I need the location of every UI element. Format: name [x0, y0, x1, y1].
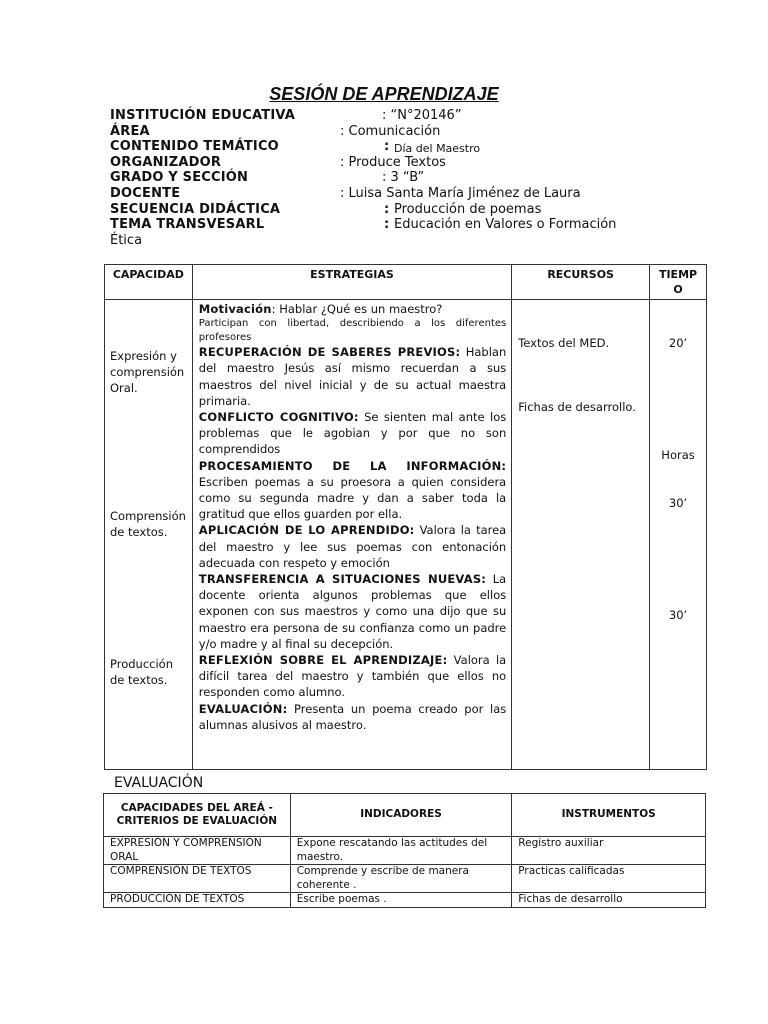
- motivacion-label: Motivación: [198, 302, 272, 316]
- eval-instrumento: Registro auxiliar: [512, 837, 706, 865]
- eval-capacidad: EXPRESIÓN Y COMPRENSIÓN ORAL: [104, 837, 291, 865]
- motivacion-detail: Participan con libertad, describiendo a los diferentes profesores: [198, 318, 507, 343]
- info-row-tema-cont: [110, 233, 710, 249]
- procesamiento-label: PROCESAMIENTO DE LA INFORMACIÓN:: [198, 458, 507, 473]
- aplicacion-text: Valora la tarea del maestro y lee sus poemas con entonación adecuada con respeto y emoción: [198, 523, 507, 570]
- info-row-area: [110, 124, 710, 140]
- aplicacion-label: APLICACIÓN DE LO APRENDIDO:: [198, 523, 415, 538]
- eval-row: [104, 837, 706, 865]
- recurso-textos: Textos del MED.: [518, 336, 610, 350]
- info-row-organizador: [110, 155, 710, 171]
- secuencia-value: Producción de poemas: [394, 201, 542, 217]
- eval-header-indicadores: INDICADORES: [290, 794, 512, 837]
- evaluacion-table: [103, 793, 706, 908]
- header-capacidad: CAPACIDAD: [105, 265, 193, 300]
- info-row-tema: [110, 217, 710, 233]
- session-table-row: [105, 300, 707, 770]
- eval-instrumento: Practicas calificadas: [512, 865, 706, 893]
- grado-value: : 3 “B”: [382, 170, 425, 186]
- organizador-value: : Produce Textos: [340, 154, 446, 170]
- header-estrategias: ESTRATEGIAS: [192, 265, 511, 300]
- institucion-label: INSTITUCIÓN EDUCATIVA: [110, 108, 296, 123]
- tema-value: Educación en Valores o Formación: [394, 217, 617, 233]
- eval-row: [104, 893, 706, 908]
- estrategias-cell: [192, 300, 511, 770]
- reflexion-text: Valora la difícil tarea del maestro y también que ellos no responden como alumno.: [198, 653, 507, 700]
- evaluacion-label: EVALUACIÓN:: [198, 701, 288, 716]
- info-row-docente: [110, 186, 710, 202]
- session-table: [104, 264, 707, 770]
- reflexion-label: REFLEXIÓN SOBRE EL APRENDIZAJE:: [198, 653, 448, 668]
- tiempo-30-b: 30’: [668, 608, 688, 622]
- area-value: : Comunicación: [340, 123, 441, 139]
- recurso-fichas: Fichas de desarrollo.: [518, 400, 636, 414]
- recuperacion-text: Hablan del maestro Jesús así mismo recuerdan a sus maestros del nivel inicial y de su actual maestra primaria.: [198, 345, 507, 408]
- transferencia-text: La docente orienta algunos problemas que ellos exponen con sus maestros y como una dijo que su maestro era persona de su confianza como un padre y/o madre y al final su decepción.: [198, 572, 507, 651]
- eval-indicador: Expone rescatando las actitudes del maestro.: [290, 837, 512, 865]
- info-row-contenido: [110, 139, 710, 155]
- session-info: [110, 108, 710, 248]
- secuencia-colon: :: [384, 201, 390, 217]
- evaluacion-header-row: [104, 794, 706, 837]
- eval-header-instrumentos: INSTRUMENTOS: [512, 794, 706, 837]
- evaluacion-text: Presenta un poema creado por las alumnas alusivos al maestro.: [198, 701, 507, 732]
- capacidades-cell: [105, 300, 193, 770]
- grado-label: GRADO Y SECCIÓN: [110, 170, 249, 186]
- eval-instrumento: Fichas de desarrollo: [512, 893, 706, 908]
- session-table-header: [105, 265, 707, 300]
- eval-indicador: Comprende y escribe de manera coherente .: [290, 865, 512, 893]
- contenido-colon: :: [384, 139, 390, 155]
- capacidad-expresion: Expresión y comprensión Oral.: [110, 349, 185, 395]
- tiempo-30-a: 30’: [668, 496, 688, 510]
- motivacion-text: : Hablar ¿Qué es un maestro?: [271, 302, 443, 316]
- recursos-cell: [512, 300, 650, 770]
- header-tiempo: TIEMPO: [650, 265, 707, 300]
- page-title: SESIÓN DE APRENDIZAJE: [269, 84, 499, 104]
- info-row-institucion: [110, 108, 710, 124]
- contenido-label: CONTENIDO TEMÁTICO: [110, 139, 279, 155]
- eval-capacidad: PRODUCCIÓN DE TEXTOS: [104, 893, 291, 908]
- tiempo-20: 20’: [668, 336, 688, 350]
- institucion-value: : “N°20146”: [382, 108, 462, 123]
- organizador-label: ORGANIZADOR: [110, 154, 222, 170]
- procesamiento-text: Escriben poemas a su proesora a quien considera como su segunda madre y dan a saber toda la gratitud que ellos guarden por ella.: [198, 474, 507, 522]
- capacidad-produccion: Producción de textos.: [110, 657, 173, 687]
- tema-colon: :: [384, 217, 390, 233]
- tiempo-horas: Horas: [661, 448, 695, 462]
- tiempo-cell: [650, 300, 707, 770]
- info-row-secuencia: [110, 202, 710, 218]
- eval-header-capacidades: CAPACIDADES DEL AREÁ - CRITERIOS DE EVALUACIÓN: [104, 794, 291, 837]
- conflicto-text: Se sienten mal ante los problemas que le agobian y por que no son comprendidos: [198, 410, 507, 457]
- docente-label: DOCENTE: [110, 185, 181, 201]
- tema-value-continued: Ética: [110, 232, 143, 248]
- recuperacion-label: RECUPERACIÓN DE SABERES PREVIOS:: [198, 345, 461, 360]
- info-row-grado: [110, 170, 710, 186]
- evaluacion-title: EVALUACIÓN: [114, 775, 204, 791]
- secuencia-label: SECUENCIA DIDÁCTICA: [110, 201, 281, 217]
- header-recursos: RECURSOS: [512, 265, 650, 300]
- capacidad-comprension: Comprensión de textos.: [110, 509, 186, 539]
- area-label: ÁREA: [110, 123, 150, 139]
- docente-value: : Luisa Santa María Jiménez de Laura: [340, 185, 581, 201]
- eval-indicador: Escribe poemas .: [290, 893, 512, 908]
- eval-capacidad: COMPRENSIÓN DE TEXTOS: [104, 865, 291, 893]
- conflicto-label: CONFLICTO COGNITIVO:: [198, 410, 359, 425]
- tema-label: TEMA TRANSVESARL: [110, 217, 265, 233]
- contenido-value: Día del Maestro: [394, 142, 481, 156]
- eval-row: [104, 865, 706, 893]
- transferencia-label: TRANSFERENCIA A SITUACIONES NUEVAS:: [198, 572, 487, 587]
